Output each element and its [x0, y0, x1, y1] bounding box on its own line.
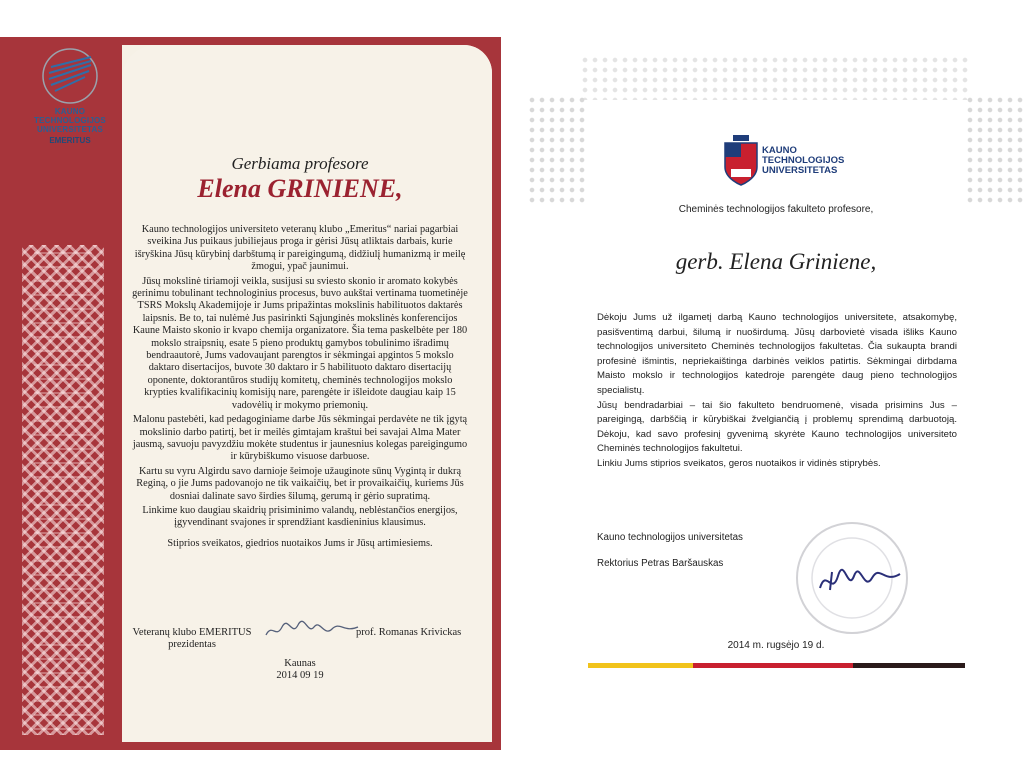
- logo-line-3: UNIVERSITETAS: [36, 125, 103, 134]
- ktu-emeritus-logo: [34, 45, 106, 145]
- certificate-signer-name: prof. Romanas Krivickas: [356, 627, 462, 638]
- certificate-recipient-name: Elena GRINIENE,: [197, 174, 403, 203]
- letter-recipient-name: gerb. Elena Griniene,: [675, 249, 877, 274]
- logo-line-2: TECHNOLOGIJOS: [34, 116, 106, 125]
- letter-date: 2014 m. rugsėjo 19 d.: [727, 640, 825, 651]
- certificate-signer-role: [112, 627, 272, 651]
- university-stamp: [772, 518, 932, 638]
- letter-body: [597, 311, 957, 472]
- letter-signer-name: Rektorius Petras Baršauskas: [597, 558, 724, 569]
- certificate-paragraph: Linkime kuo daugiau skaidrių prisiminimo valandų, neblėstančios energijos, įgyvendinant svajones ir sprendžiant kasdieninius klausimus.: [142, 504, 458, 529]
- certificate-salutation: Gerbiama profesore: [231, 154, 369, 173]
- decorative-dots: [527, 95, 587, 205]
- stripe-dark: [853, 663, 965, 668]
- ornament-band: [14, 45, 122, 742]
- stripe-yellow: [588, 663, 693, 668]
- letter-header: Cheminės technologijos fakulteto profesore,: [678, 204, 874, 215]
- certificate-paragraph: Jūsų mokslinė tiriamoji veikla, susijusi su sviesto skonio ir aromato kokybės gerinimu tobulinant technologinius procesus, buvo aukštai vertinama tuometinėje TSRS Mokslų Akademijoje ir Jums pripažintas mokslinis habilituotos daktarės laipsnis. Be to, tai nulėmė Jus pasirinkti Sąjunginės mokslinės konferencijos Kaune Maisto skonio ir kvapo chemija organizatore. Šia tema paskelbėte per 180 mokslo straipsnių, esate 5 pieno produktų gamybos tobulinimo išradimų bendraautorė, Jums vadovaujant parengtos ir sėkmingai apgintos 5 mokslo daktaro disertacijos, buvote 30 daktaro ir 5 habilituoto daktaro disertacijų oponente, doktorantūros studijų komitetų, cheminės technologijos mokslo krypties kvalifikacinių komisijų nare, parengėte ir išleidote daugiau kaip 15 vadovėlių ir mokymo priemonių.: [132, 275, 468, 411]
- logo-line-1: KAUNO: [54, 107, 86, 116]
- letter-logo-line-2: TECHNOLOGIJOS: [762, 155, 845, 166]
- certificate-date: 2014 09 19: [276, 670, 324, 681]
- globe-logo-icon: [39, 45, 101, 107]
- letter-paragraph: Jūsų bendradarbiai – tai šio fakulteto bendruomenė, visada prisimins Jus – pareigingą, darbščią ir kūrybiškai žvelgiančią į problemų sprendimą darbuotoją. Dėkoju, kad savo profesinį gyvenimą skyrėte Kauno technologijos universiteto Cheminės technologijos fakultetui.: [597, 399, 957, 455]
- signer-role-line-2: prezidentas: [168, 639, 216, 650]
- certificate-paragraph: Malonu pastebėti, kad pedagoginiame darbe Jūs sėkmingai perdavėte ne tik įgytą mokslinio darbo patirtį, bet ir meilės gimtajam kraštui bei savajai Alma Mater jausmą, savuoju pavyzdžiu mokėte studentus ir jaunesnius kolegas pareigingumo ir kūrybiškumo visuose darbuose.: [132, 414, 468, 463]
- letter-logo-line-1: KAUNO: [762, 145, 797, 156]
- letter-paragraph: Linkiu Jums stiprios sveikatos, geros nuotaikos ir vidinės stiprybės.: [597, 457, 881, 469]
- letter-logo-line-3: UNIVERSITETAS: [762, 165, 838, 176]
- letter-signer-org: Kauno technologijos universitetas: [597, 532, 743, 543]
- decorative-dots: [580, 55, 970, 100]
- decorative-dots: [965, 95, 1024, 205]
- logo-emeritus: EMERITUS: [49, 136, 91, 145]
- letter-paragraph: Dėkoju Jums už ilgametį darbą Kauno technologijos universitete, atsakomybę, pasišventimą darbui, šilumą ir nuoširdumą. Jūsų darbovietė visada išliks Kauno technologijos universiteto Cheminės technologijos fakultetas. Čia sukaupta brandi profesinė išmintis, nepriekaištinga darbinės veiklos patirtis. Sėkmingai dirbdama Maisto mokslo ir technologijos katedroje parengėte daug pieno technologijos specialistų.: [597, 312, 957, 396]
- certificate-paragraph: Kauno technologijos universiteto veteranų klubo „Emeritus“ nariai pagarbiai sveikina Jus puikaus jubiliejaus proga ir gėrisi Jūsų atliktais darbais, kurie išryškina Jūsų kūrybinį darbštumą ir pareigingumą, didžiulį humanizmą ir meilę žmogui, ypač jaunimui.: [134, 224, 466, 273]
- letter-logo-text: [762, 146, 844, 176]
- certificate-body: [130, 224, 470, 552]
- signer-role-line-1: Veteranų klubo EMERITUS: [132, 627, 252, 638]
- certificate-place: Kaunas: [284, 658, 316, 669]
- ktu-crest-icon: [723, 135, 759, 187]
- stripe-red: [693, 663, 853, 668]
- certificate-place-date: [200, 658, 400, 682]
- certificate-paragraph: Stiprios sveikatos, giedrios nuotaikos Jums ir Jūsų artimiesiems.: [167, 537, 433, 549]
- certificate-paragraph: Kartu su vyru Algirdu savo darnioje šeimoje užauginote sūnų Vygintą ir dukrą Reginą, o jie Jums padovanojo ne tik vaikaičių, bet ir provaikaičių, kuriems Jūs dosniai dalinate savo širdies šilumą, gerumą ir gėrio supratimą.: [136, 465, 464, 502]
- folk-pattern-lines: [34, 250, 92, 730]
